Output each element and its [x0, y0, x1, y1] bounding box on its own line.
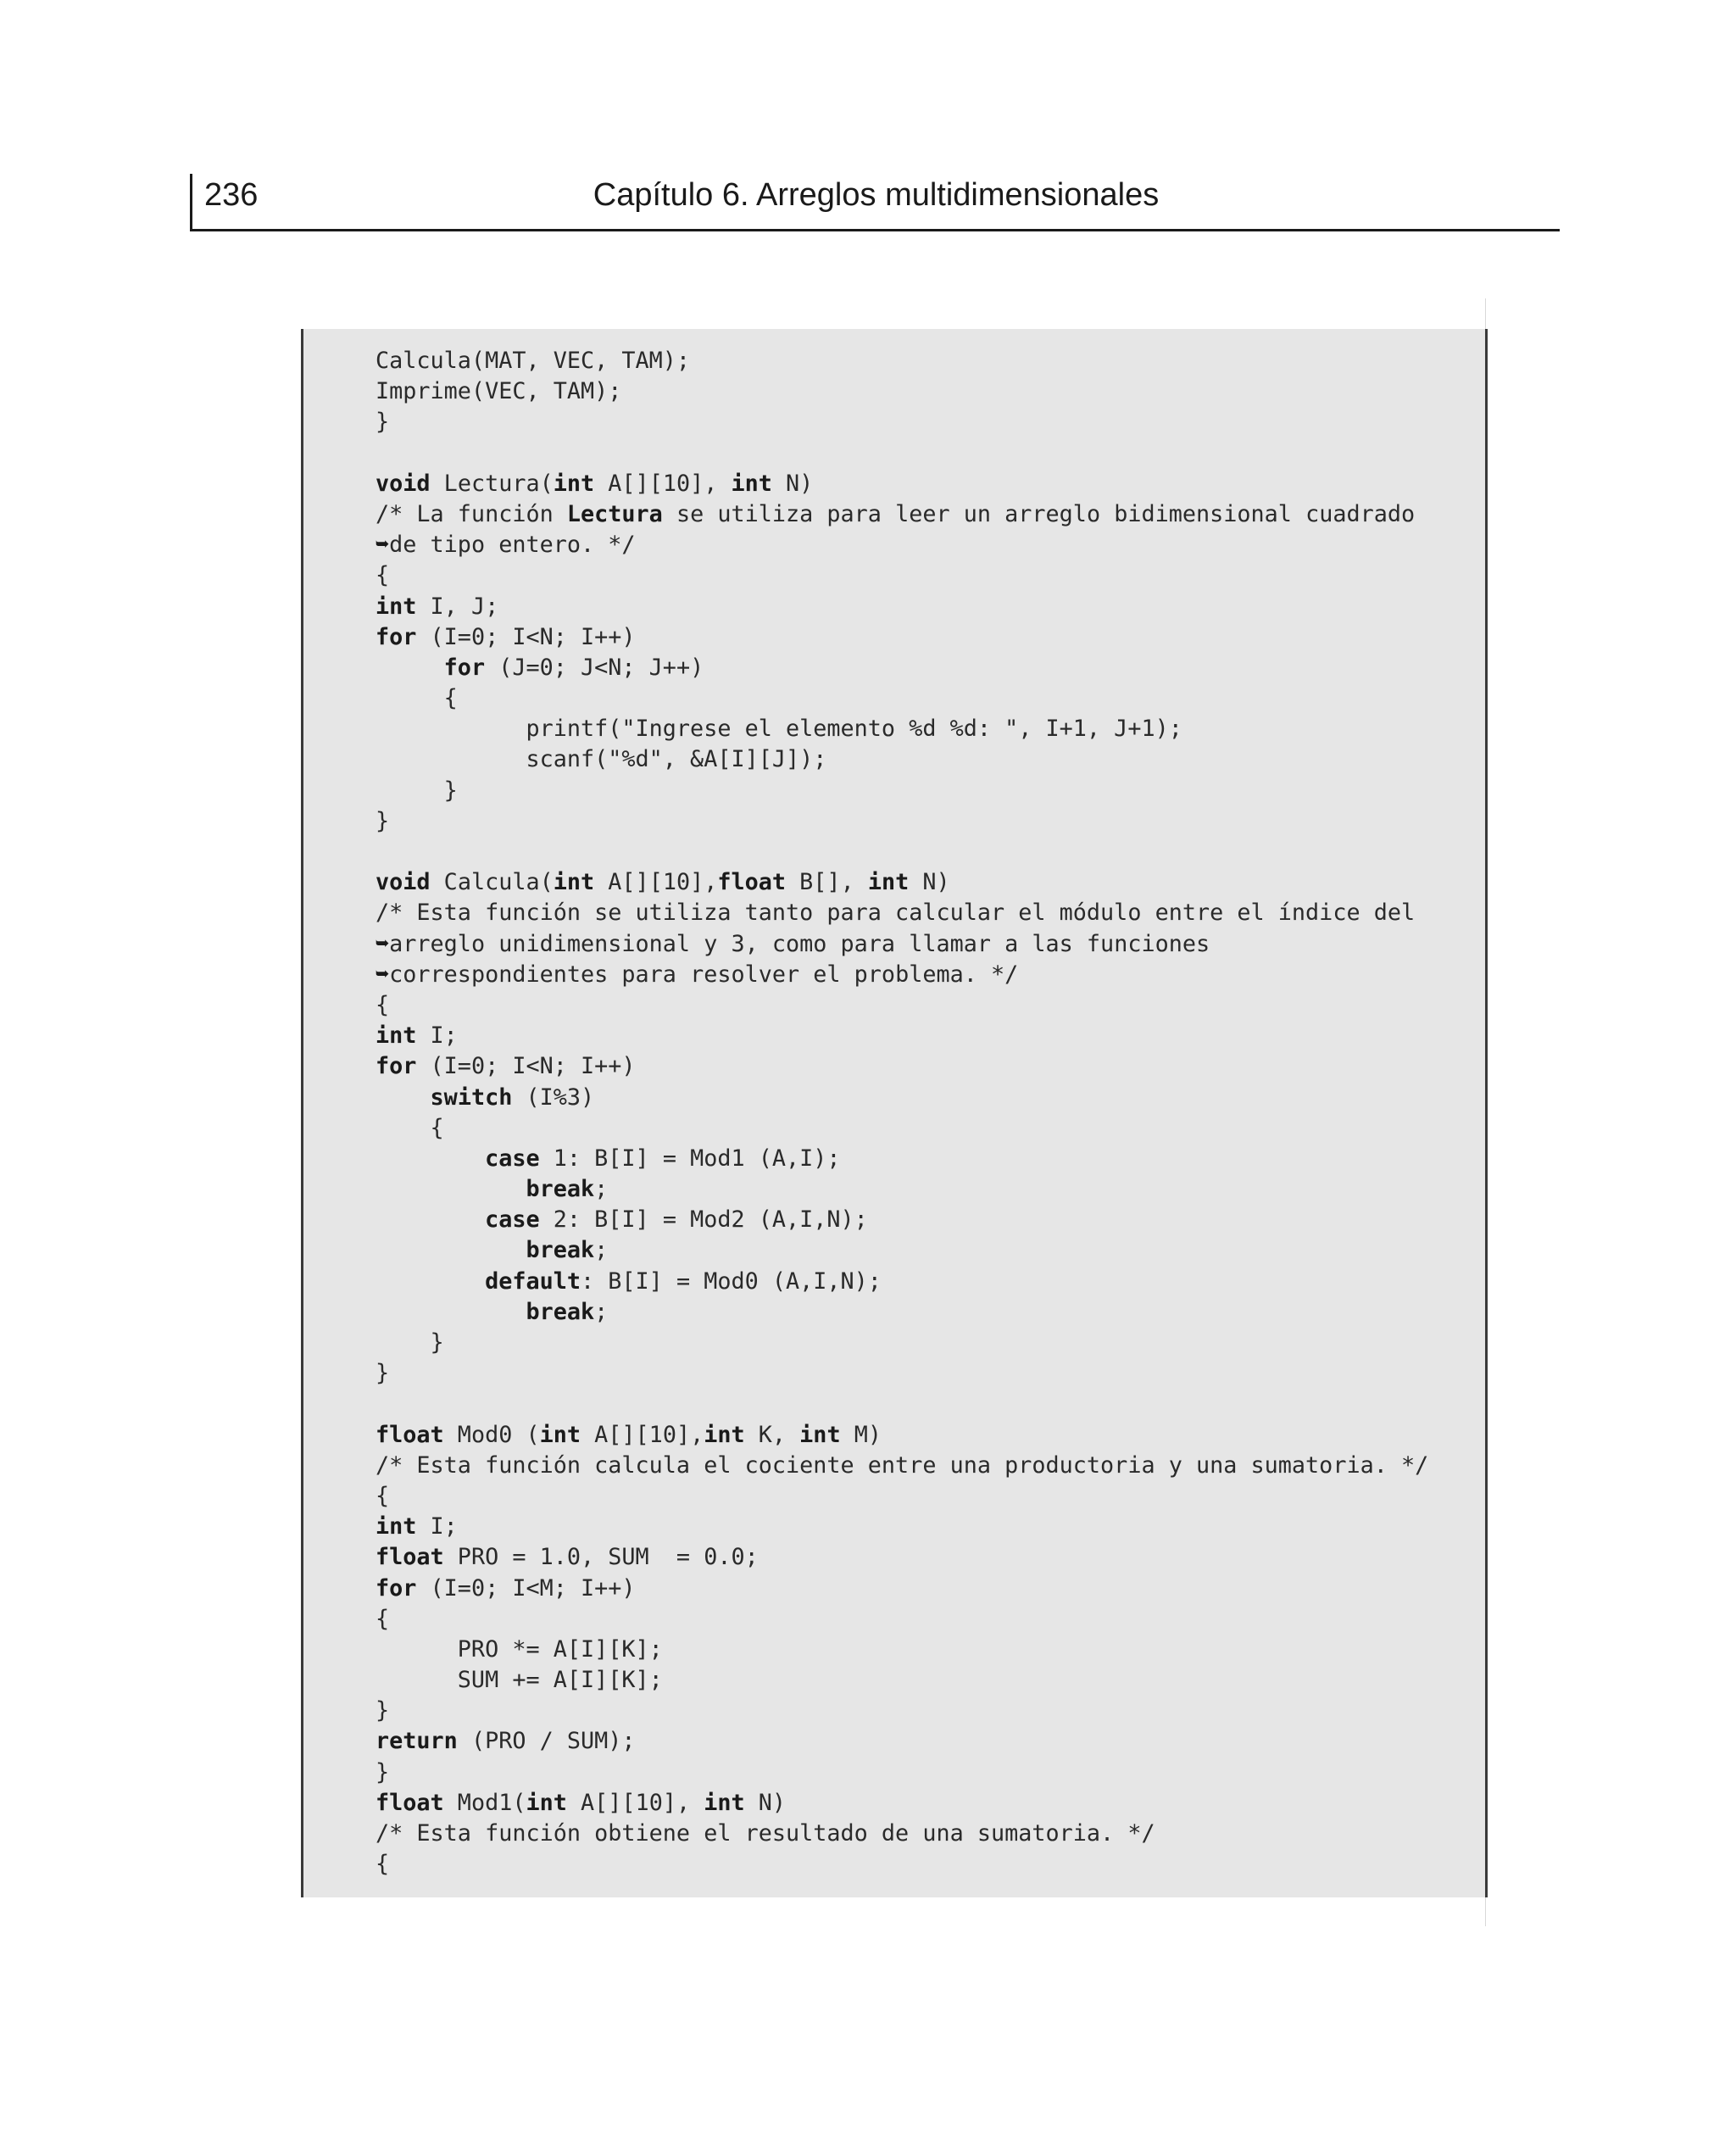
code-keyword: void	[376, 869, 431, 896]
code-line	[376, 1665, 1428, 1696]
code-text: N)	[744, 1789, 787, 1816]
code-text: SUM += A[I][K];	[376, 1667, 663, 1694]
code-keyword: for	[376, 623, 417, 650]
code-keyword: for	[376, 1574, 417, 1602]
code-line	[376, 1297, 1428, 1328]
code-keyword: for	[376, 1053, 417, 1080]
code-text: ;	[594, 1298, 609, 1325]
code-text: (J=0; J<N; J++)	[485, 654, 704, 681]
code-line	[376, 1174, 1428, 1205]
code-line	[376, 837, 1428, 867]
code-text: 2: B[I] = Mod2 (A,I,N);	[539, 1206, 868, 1234]
code-line	[376, 1819, 1428, 1849]
code-line	[376, 1849, 1428, 1880]
code-line	[376, 1051, 1428, 1082]
chapter-title: Capítulo 6. Arreglos multidimensionales	[593, 177, 1160, 213]
code-line	[376, 1205, 1428, 1235]
code-keyword: return	[376, 1728, 458, 1755]
code-text: correspondientes para resolver el problema. */	[389, 961, 1019, 988]
code-keyword: int	[553, 470, 595, 497]
code-text: Calcula(MAT, VEC, TAM);	[376, 348, 691, 374]
line-continuation-icon: ➥	[376, 930, 390, 957]
code-keyword: for	[443, 654, 486, 681]
code-text: /* Esta función obtiene el resultado de una sumatoria. */	[376, 1820, 1155, 1847]
code-text: Mod1(	[443, 1789, 526, 1816]
line-continuation-icon: ➥	[376, 961, 390, 988]
code-line	[376, 714, 1428, 744]
code-keyword: int	[704, 1421, 745, 1448]
code-line	[376, 1113, 1428, 1144]
code-line	[376, 1083, 1428, 1113]
code-keyword: default	[485, 1267, 581, 1295]
code-text: /* La función	[376, 500, 567, 527]
code-line	[376, 407, 1428, 437]
code-text: A[][10],	[594, 869, 718, 896]
code-line	[376, 1635, 1428, 1665]
code-text	[376, 1176, 526, 1202]
code-line	[376, 1021, 1428, 1051]
code-text	[376, 1084, 431, 1111]
code-line	[376, 376, 1428, 407]
code-text: {	[376, 685, 458, 712]
code-text: {	[376, 1482, 390, 1509]
code-text: PRO = 1.0, SUM = 0.0;	[443, 1544, 759, 1571]
code-text: }	[376, 1360, 390, 1387]
code-text: 1: B[I] = Mod1 (A,I);	[539, 1145, 841, 1172]
code-line	[376, 867, 1428, 898]
code-text: /* Esta función calcula el cociente entre una productoria y una sumatoria. */	[376, 1451, 1429, 1479]
code-line	[376, 1389, 1428, 1419]
code-line	[376, 1451, 1428, 1481]
code-text: I, J;	[416, 593, 499, 620]
code-text: {	[376, 1851, 390, 1878]
code-line	[376, 898, 1428, 928]
code-line	[376, 469, 1428, 499]
code-keyword: int	[799, 1421, 841, 1448]
code-text: N)	[909, 869, 950, 896]
code-text: }	[376, 1758, 390, 1786]
code-line	[376, 1512, 1428, 1542]
code-line	[376, 744, 1428, 775]
code-keyword: float	[376, 1421, 444, 1448]
code-line	[376, 683, 1428, 714]
code-keyword: case	[485, 1145, 540, 1172]
code-text: {	[376, 562, 390, 589]
code-line	[376, 1358, 1428, 1389]
code-text	[376, 1299, 526, 1325]
code-keyword: float	[376, 1544, 444, 1571]
code-text	[376, 655, 444, 681]
code-text: B[],	[786, 869, 868, 896]
code-line	[376, 1267, 1428, 1297]
code-line	[376, 1788, 1428, 1819]
code-line	[376, 1726, 1428, 1757]
code-text: M)	[840, 1421, 882, 1448]
code-line	[376, 530, 1428, 560]
code-keyword: void	[376, 470, 431, 497]
code-keyword: break	[526, 1298, 595, 1325]
code-line	[376, 1574, 1428, 1604]
code-keyword: int	[539, 1421, 581, 1448]
code-text: A[][10],	[566, 1789, 704, 1816]
code-text: Mod0 (	[443, 1421, 540, 1448]
code-keyword: break	[526, 1176, 595, 1203]
code-text: ;	[594, 1237, 609, 1264]
code-line	[376, 960, 1428, 990]
code-line	[376, 1696, 1428, 1726]
code-line	[376, 929, 1428, 960]
code-line	[376, 776, 1428, 806]
code-keyword: break	[526, 1237, 595, 1264]
code-line	[376, 1420, 1428, 1451]
code-listing-box	[301, 329, 1488, 1897]
code-text: PRO *= A[I][K];	[376, 1635, 663, 1663]
code-line	[376, 1144, 1428, 1174]
code-text	[376, 1237, 526, 1263]
code-text: (I%3)	[512, 1084, 595, 1111]
code-text: printf("Ingrese el elemento %d %d: ", I+1, J+1);	[376, 716, 1182, 743]
code-line	[376, 1481, 1428, 1512]
code-text: ;	[594, 1176, 609, 1203]
code-keyword: int	[376, 1022, 417, 1050]
code-text: (I=0; I<M; I++)	[416, 1574, 636, 1602]
code-line	[376, 806, 1428, 837]
code-text: K,	[744, 1421, 800, 1448]
code-line	[376, 499, 1428, 530]
code-line	[376, 1328, 1428, 1358]
code-text: Lectura(	[430, 470, 554, 497]
code-text: (I=0; I<N; I++)	[416, 1053, 636, 1080]
code-text: }	[376, 807, 390, 834]
code-line	[376, 592, 1428, 622]
code-keyword: int	[704, 1789, 745, 1816]
code-line	[376, 1758, 1428, 1788]
code-text: }	[376, 1697, 390, 1724]
code-keyword: case	[485, 1206, 540, 1234]
code-text: I;	[416, 1513, 458, 1540]
code-line	[376, 653, 1428, 683]
page-number: 236	[204, 177, 259, 213]
code-line	[376, 1235, 1428, 1266]
code-text	[376, 1206, 485, 1233]
code-text: }	[376, 777, 458, 804]
code-text: : B[I] = Mod0 (A,I,N);	[581, 1267, 882, 1295]
line-continuation-icon: ➥	[376, 532, 390, 559]
code-keyword: switch	[430, 1084, 513, 1111]
code-text: A[][10],	[594, 470, 732, 497]
code-text: }	[376, 1329, 444, 1356]
code-text: arreglo unidimensional y 3, como para llamar a las funciones	[389, 930, 1210, 957]
code-text: I;	[416, 1022, 458, 1050]
code-text: N)	[771, 470, 814, 497]
code-keyword: int	[526, 1789, 567, 1816]
code-keyword: int	[553, 869, 595, 896]
code-text: scanf("%d", &A[I][J]);	[376, 746, 827, 773]
code-keyword: int	[376, 593, 417, 620]
page-header	[190, 174, 1560, 231]
code-line	[376, 438, 1428, 469]
code-text: (I=0; I<N; I++)	[416, 623, 636, 650]
code-text: }	[376, 409, 390, 436]
code-text: de tipo entero. */	[389, 532, 636, 559]
code-keyword: float	[717, 869, 787, 896]
code-line	[376, 990, 1428, 1021]
code-keyword: float	[376, 1789, 444, 1816]
code-line	[376, 622, 1428, 653]
code-text: se utiliza para leer un arreglo bidimensional cuadrado	[662, 500, 1416, 527]
code-keyword: int	[376, 1513, 417, 1540]
code-line	[376, 346, 1428, 376]
code-text: {	[376, 1114, 444, 1141]
code-text: {	[376, 991, 390, 1018]
code-keyword: int	[867, 869, 910, 896]
code-listing	[376, 346, 1428, 1880]
code-keyword: int	[731, 470, 772, 497]
code-text: Calcula(	[430, 869, 554, 896]
code-text: (PRO / SUM);	[457, 1728, 636, 1755]
code-text: Imprime(VEC, TAM);	[376, 378, 622, 405]
code-text: A[][10],	[581, 1421, 704, 1448]
code-text: {	[376, 1605, 390, 1632]
code-line	[376, 1542, 1428, 1573]
code-text	[376, 1268, 485, 1295]
code-text: /* Esta función se utiliza tanto para calcular el módulo entre el índice del	[376, 900, 1416, 927]
code-keyword: Lectura	[566, 500, 663, 527]
code-text	[376, 1145, 485, 1172]
code-line	[376, 1604, 1428, 1635]
code-line	[376, 560, 1428, 591]
